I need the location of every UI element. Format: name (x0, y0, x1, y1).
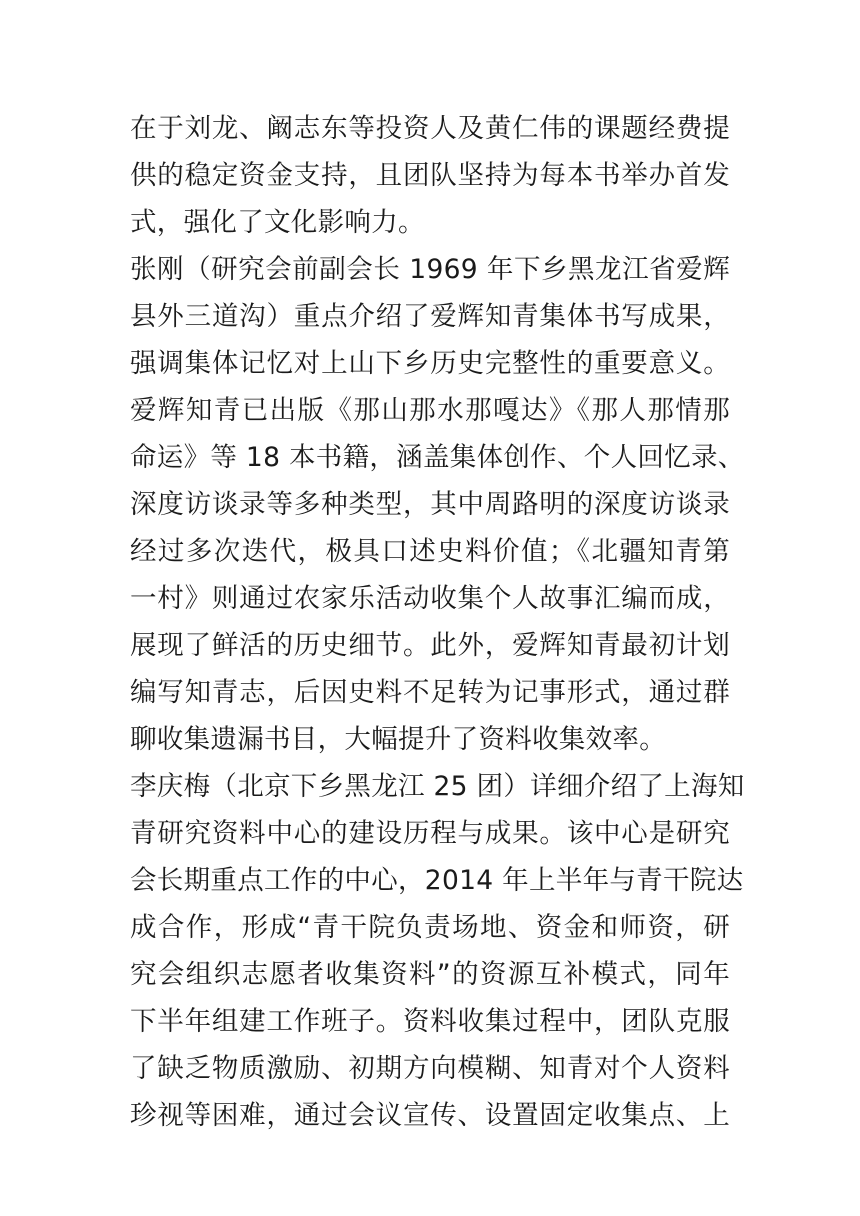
text-line: 式，强化了文化影响力。 (130, 207, 425, 238)
text-line: 编写知青志，后因史料不足转为记事形式，通过群 (130, 677, 730, 708)
text-line: 县外三道沟）重点介绍了爱辉知青集体书写成果， (130, 301, 730, 332)
text-line: 强调集体记忆对上山下乡历史完整性的重要意义。 (130, 348, 730, 379)
text-line: 聊收集遗漏书目，大幅提升了资料收集效率。 (130, 724, 666, 755)
text-line: 下半年组建工作班子。资料收集过程中，团队克服 (130, 1006, 730, 1037)
paragraph-zhang-gang (130, 246, 745, 763)
text-line: 供的稳定资金支持，且团队坚持为每本书举办首发 (130, 160, 730, 191)
text-line: 成合作，形成“青干院负责场地、资金和师资，研 (130, 912, 731, 943)
text-line: 在于刘龙、阚志东等投资人及黄仁伟的课题经费提 (130, 113, 730, 144)
text-line: 青研究资料中心的建设历程与成果。该中心是研究 (130, 818, 730, 849)
text-line: 张刚（研究会前副会长 1969 年下乡黑龙江省爱辉 (130, 254, 730, 285)
text-line: 命运》等 18 本书籍，涵盖集体创作、个人回忆录、 (130, 442, 745, 473)
text-line: 经过多次迭代，极具口述史料价值；《北疆知青第 (130, 536, 730, 567)
paragraph-funding (130, 105, 730, 246)
text-line: 展现了鲜活的历史细节。此外，爱辉知青最初计划 (130, 630, 730, 661)
text-line: 究会组织志愿者收集资料”的资源互补模式，同年 (130, 959, 731, 990)
paragraph-li-qingmei (130, 763, 745, 1139)
text-line: 爱辉知青已出版《那山那水那嘎达》《那人那情那 (130, 395, 730, 426)
document-page (130, 105, 745, 1139)
text-line: 会长期重点工作的中心，2014 年上半年与青干院达 (130, 865, 744, 896)
text-line: 珍视等困难，通过会议宣传、设置固定收集点、上 (130, 1100, 730, 1131)
text-line: 一村》则通过农家乐活动收集个人故事汇编而成， (130, 583, 730, 614)
text-line: 了缺乏物质激励、初期方向模糊、知青对个人资料 (130, 1053, 730, 1084)
text-line: 李庆梅（北京下乡黑龙江 25 团）详细介绍了上海知 (130, 771, 745, 802)
text-line: 深度访谈录等多种类型，其中周路明的深度访谈录 (130, 489, 730, 520)
